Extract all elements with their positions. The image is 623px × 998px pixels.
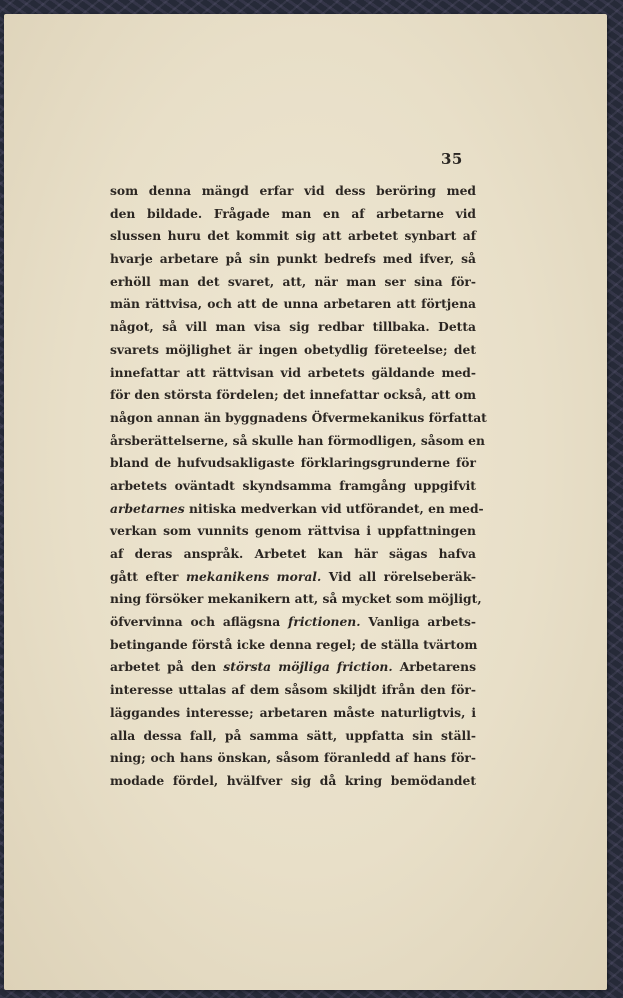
- body-text: [110, 180, 487, 793]
- text-line: af deras anspråk. Arbetet kan här sägas hafva: [110, 546, 476, 561]
- text-line: [110, 656, 476, 679]
- text-line: hvarje arbetare på sin punkt bedrefs med ifver, så: [110, 251, 476, 267]
- text-line: [110, 566, 476, 589]
- italic-phrase: mekanikens moral.: [186, 568, 322, 584]
- text-segment: gått efter: [110, 568, 186, 584]
- text-line: svarets möjlighet är ingen obetydlig företeelse; det: [110, 341, 476, 357]
- text-line: arbetets oväntadt skyndsamma framgång uppgifvit: [110, 477, 476, 493]
- text-line: läggandes interesse; arbetaren måste naturligtvis, i: [110, 704, 476, 720]
- text-line: ning försöker mekanikern att, så mycket som möjligt,: [110, 591, 482, 607]
- text-line: verkan som vunnits genom rättvisa i uppfattningen: [110, 523, 476, 539]
- italic-phrase: frictionen.: [288, 614, 361, 630]
- text-line: [110, 611, 476, 634]
- text-line: som denna mängd erfar vid dess beröring med: [110, 183, 476, 198]
- text-line: den bildade. Frågade man en af arbetarne vid: [110, 205, 476, 221]
- text-segment: Vid all rörelseberäk-: [321, 568, 476, 584]
- text-line: ning; och hans önskan, såsom föranledd af hans för-: [110, 750, 476, 766]
- text-line: någon annan än byggnadens Öfvermekanikus författat: [110, 409, 487, 425]
- text-line: innefattar att rättvisan vid arbetets gäldande med-: [110, 364, 476, 380]
- text-segment: öfvervinna och aflägsna: [110, 614, 289, 630]
- text-line: alla dessa fall, på samma sätt, uppfatta sin ställ-: [110, 727, 476, 743]
- text-line: män rättvisa, och att de unna arbetaren att förtjena: [110, 296, 476, 312]
- text-line: modade fördel, hvälfver sig då kring bemödandet: [110, 772, 476, 788]
- text-line: interesse uttalas af dem såsom skiljdt ifrån den för-: [110, 682, 476, 698]
- italic-phrase: största möjliga friction.: [223, 659, 393, 675]
- book-page: [4, 14, 607, 990]
- text-line: årsberättelserne, så skulle han förmodligen, såsom en: [110, 432, 485, 448]
- text-line: slussen huru det kommit sig att arbetet synbart af: [110, 228, 476, 244]
- text-segment: nitiska medverkan vid utförandet, en med-: [184, 500, 484, 516]
- page-number: 35: [441, 150, 463, 168]
- text-segment: Arbetarens: [392, 659, 476, 675]
- text-line: [110, 498, 484, 521]
- italic-phrase: arbetarnes: [110, 500, 185, 516]
- text-line: bland de hufvudsakligaste förklaringsgrunderne för: [110, 455, 476, 471]
- text-segment: arbetet på den: [110, 659, 224, 675]
- text-line: betingande förstå icke denna regel; de ställa tvärtom: [110, 636, 478, 652]
- text-line: något, så vill man visa sig redbar tillbaka. Detta: [110, 319, 476, 335]
- text-line: för den största fördelen; det innefattar också, att om: [110, 387, 476, 403]
- text-line: erhöll man det svaret, att, när man ser sina för-: [110, 273, 476, 289]
- text-segment: Vanliga arbets-: [360, 614, 476, 630]
